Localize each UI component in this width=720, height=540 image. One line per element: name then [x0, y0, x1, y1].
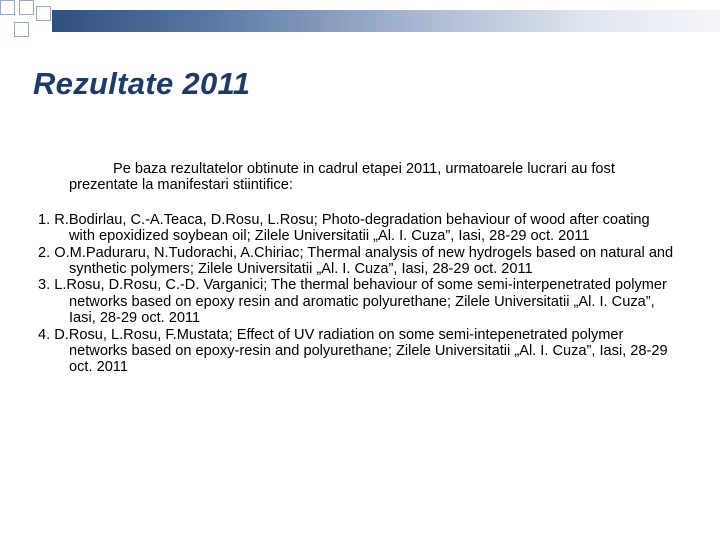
- reference-text: L.Rosu, D.Rosu, C.-D. Varganici; The thermal behaviour of some semi-interpenetrated polymer networks based on epoxy resin and aromatic polyurethane; Zilele Universitatii „Al. I. Cuza”, Iasi, 28-29 oct. 2011: [54, 277, 667, 327]
- reference-text: R.Bodirlau, C.-A.Teaca, D.Rosu, L.Rosu; Photo-degradation behaviour of wood after coating with epoxidized soybean oil; Zilele Universitatii „Al. I. Cuza”, Iasi, 28-29 oct. 2011: [54, 211, 650, 245]
- reference-item-2: [38, 245, 678, 278]
- reference-text: D.Rosu, L.Rosu, F.Mustata; Effect of UV radiation on some semi-intepenetrated polymer networks based on epoxy-resin and polyurethane; Zilele Universitatii „Al. I. Cuza”, Iasi, 28-29 oct. 2011: [54, 326, 668, 376]
- slide-title: Rezultate 2011: [33, 66, 251, 101]
- decor-square-2: [19, 0, 34, 15]
- reference-number: 4.: [38, 326, 51, 343]
- reference-item-1: [38, 212, 678, 245]
- intro-paragraph: Pe baza rezultatelor obtinute in cadrul etapei 2011, urmatoarele lucrari au fost prezentate la manifestari stiintifice:: [69, 161, 615, 194]
- reference-text: O.M.Paduraru, N.Tudorachi, A.Chiriac; Thermal analysis of new hydrogels based on natural and synthetic polymers; Zilele Universitatii „Al. I. Cuza”, Iasi, 28-29 oct. 2011: [54, 244, 674, 278]
- reference-number: 2.: [38, 244, 51, 261]
- slide-content: [38, 161, 678, 376]
- decor-square-1: [0, 0, 15, 15]
- reference-number: 1.: [38, 211, 51, 228]
- reference-number: 3.: [38, 277, 51, 294]
- decor-square-3: [36, 6, 51, 21]
- decorative-header-band: [0, 0, 720, 42]
- reference-item-4: [38, 327, 678, 376]
- decorative-gradient-bar: [52, 10, 720, 32]
- decor-square-4: [14, 22, 29, 37]
- reference-item-3: [38, 277, 678, 326]
